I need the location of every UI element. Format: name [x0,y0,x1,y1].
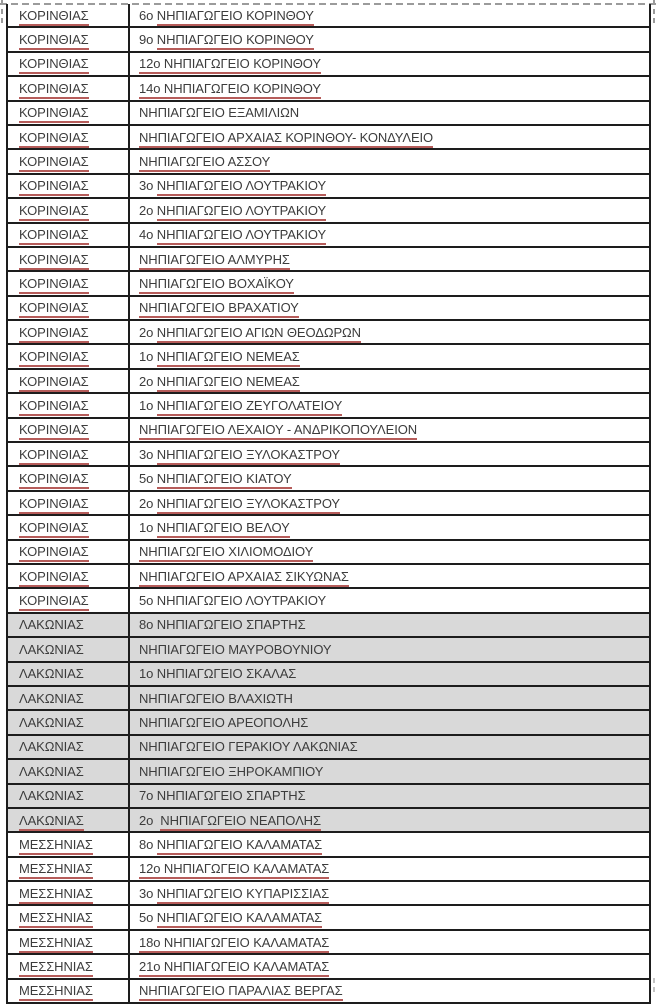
region-label: ΚΟΡΙΝΘΙΑΣ [19,447,89,465]
school-number-prefix: 12ο [139,861,164,879]
table-row [7,735,650,759]
school-cell [129,174,650,198]
school-number-prefix: 3ο [139,446,157,462]
region-label: ΛΑΚΩΝΙΑΣ [19,739,84,755]
region-label: ΛΑΚΩΝΙΑΣ [19,690,84,706]
table-row [7,174,650,198]
school-label: ΝΗΠΙΑΓΩΓΕΙΟ ΧΙΛΙΟΜΟΔΙΟΥ [139,544,313,562]
school-label: ΝΗΠΙΑΓΩΓΕΙΟ ΑΓΙΩΝ ΘΕΟΔΩΡΩΝ [157,325,361,343]
table-row [7,881,650,905]
region-cell [7,52,129,76]
region-cell [7,101,129,125]
region-cell [7,637,129,661]
school-cell [129,808,650,832]
school-label: ΝΗΠΙΑΓΩΓΕΙΟ ΠΑΡΑΛΙΑΣ ΒΕΡΓΑΣ [139,983,343,1001]
region-label: ΛΑΚΩΝΙΑΣ [19,813,84,831]
school-cell [129,223,650,247]
region-label: ΜΕΣΣΗΝΙΑΣ [19,886,93,904]
school-label: ΝΗΠΙΑΓΩΓΕΙΟ ΚΟΡΙΝΘΟΥ [157,8,314,26]
region-cell [7,442,129,466]
table-row [7,759,650,783]
region-cell [7,930,129,954]
region-label: ΚΟΡΙΝΘΙΑΣ [19,203,89,221]
school-cell [129,369,650,393]
table-row [7,198,650,222]
school-number-prefix: 2ο [139,373,157,389]
region-label: ΛΑΚΩΝΙΑΣ [19,641,84,657]
region-cell [7,784,129,808]
table-row [7,784,650,808]
school-label: ΝΗΠΙΑΓΩΓΕΙΟ ΛΟΥΤΡΑΚΙΟΥ [157,178,326,196]
school-label: ΝΗΠΙΑΓΩΓΕΙΟ ΑΣΣΟΥ [139,154,270,172]
page-edge-dash-right [653,0,655,24]
region-cell [7,393,129,417]
school-label: ΝΗΠΙΑΓΩΓΕΙΟ ΚΥΠΑΡΙΣΣΙΑΣ [157,886,329,904]
region-label: ΚΟΡΙΝΘΙΑΣ [19,276,89,294]
school-number-prefix: 1ο [139,349,157,365]
region-label: ΚΟΡΙΝΘΙΑΣ [19,32,89,50]
school-label: ΝΗΠΙΑΓΩΓΕΙΟ ΒΕΛΟΥ [157,520,290,538]
table-row [7,247,650,271]
school-cell [129,125,650,149]
school-label: ΝΗΠΙΑΓΩΓΕΙΟ ΒΟΧΑΪΚΟΥ [139,276,294,294]
region-cell [7,808,129,832]
school-cell [129,979,650,1003]
region-cell [7,76,129,100]
region-label: ΚΟΡΙΝΘΙΑΣ [19,300,89,318]
table-row [7,808,650,832]
region-cell [7,27,129,51]
region-label: ΚΟΡΙΝΘΙΑΣ [19,154,89,172]
table-row [7,515,650,539]
school-label: ΝΗΠΙΑΓΩΓΕΙΟ ΒΡΑΧΑΤΙΟΥ [139,300,299,318]
region-label: ΚΟΡΙΝΘΙΑΣ [19,325,89,343]
school-cell [129,564,650,588]
region-cell [7,247,129,271]
region-label: ΚΟΡΙΝΘΙΑΣ [19,349,89,367]
table-row [7,125,650,149]
school-cell [129,588,650,612]
region-label: ΛΑΚΩΝΙΑΣ [19,715,84,731]
school-number-prefix: 1ο [139,666,157,682]
table-row [7,369,650,393]
region-label: ΚΟΡΙΝΘΙΑΣ [19,471,89,489]
school-cell [129,515,650,539]
table-row [7,320,650,344]
school-cell [129,247,650,271]
school-number-prefix: 1ο [139,397,157,413]
region-cell [7,710,129,734]
school-label: ΝΗΠΙΑΓΩΓΕΙΟ ΑΡΧΑΙΑΣ ΚΟΡΙΝΘΟΥ- ΚΟΝΔΥΛΕΙΟ [139,130,433,148]
school-label: ΝΗΠΙΑΓΩΓΕΙΟ ΝΕΑΠΟΛΗΣ [160,813,321,831]
school-number-prefix: 12ο [139,56,164,74]
region-cell [7,905,129,929]
region-cell [7,491,129,515]
table-row [7,101,650,125]
school-cell [129,881,650,905]
school-label: ΝΗΠΙΑΓΩΓΕΙΟ ΚΑΛΑΜΑΤΑΣ [164,935,329,953]
school-label: ΝΗΠΙΑΓΩΓΕΙΟ ΚΟΡΙΝΘΟΥ [164,81,321,99]
region-cell [7,979,129,1003]
school-cell [129,954,650,978]
region-cell [7,296,129,320]
region-cell [7,149,129,173]
school-cell [129,759,650,783]
school-cell [129,784,650,808]
school-label: ΝΗΠΙΑΓΩΓΕΙΟ ΚΑΛΑΜΑΤΑΣ [157,837,322,855]
region-label: ΚΟΡΙΝΘΙΑΣ [19,593,89,611]
school-label: ΝΗΠΙΑΓΩΓΕΙΟ ΛΟΥΤΡΑΚΙΟΥ [157,203,326,221]
region-label: ΚΟΡΙΝΘΙΑΣ [19,252,89,270]
school-label: ΝΗΠΙΑΓΩΓΕΙΟ ΖΕΥΓΟΛΑΤΕΙΟΥ [157,398,342,416]
school-label: ΝΗΠΙΑΓΩΓΕΙΟ ΛΕΧΑΙΟΥ - ΑΝΔΡΙΚΟΠΟΥΛΕΙΟΝ [139,422,417,440]
school-label: ΝΗΠΙΑΓΩΓΕΙΟ ΣΠΑΡΤΗΣ [156,788,306,804]
school-number-prefix: 5ο [139,471,157,487]
school-label: ΝΗΠΙΑΓΩΓΕΙΟ ΞΗΡΟΚΑΜΠΙΟΥ [139,763,324,779]
region-cell [7,223,129,247]
school-label: ΝΗΠΙΑΓΩΓΕΙΟ ΕΞΑΜΙΛΙΩΝ [139,105,300,121]
school-cell [129,418,650,442]
school-cell [129,466,650,490]
region-label: ΜΕΣΣΗΝΙΑΣ [19,837,93,855]
table-row [7,662,650,686]
table-row [7,930,650,954]
school-table [6,4,651,1004]
school-cell [129,27,650,51]
school-number-prefix: 4ο [139,227,157,243]
region-label: ΛΑΚΩΝΙΑΣ [19,617,84,633]
school-cell [129,344,650,368]
region-label: ΚΟΡΙΝΘΙΑΣ [19,178,89,196]
region-label: ΛΑΚΩΝΙΑΣ [19,763,84,779]
table-row [7,686,650,710]
school-cell [129,101,650,125]
school-number-prefix: 6ο [139,7,157,23]
region-cell [7,515,129,539]
region-cell [7,954,129,978]
school-label: ΝΗΠΙΑΓΩΓΕΙΟ ΣΚΑΛΑΣ [156,666,297,682]
school-cell [129,198,650,222]
school-table-body [7,4,650,1003]
school-label: ΝΗΠΙΑΓΩΓΕΙΟ ΝΕΜΕΑΣ [157,349,300,367]
region-label: ΚΟΡΙΝΘΙΑΣ [19,496,89,514]
table-row [7,832,650,856]
table-row [7,491,650,515]
school-number-prefix: 5ο [139,593,157,609]
region-cell [7,198,129,222]
region-cell [7,540,129,564]
school-label: ΝΗΠΙΑΓΩΓΕΙΟ ΑΡΧΑΙΑΣ ΣΙΚΥΩΝΑΣ [139,569,349,587]
page-edge-dash-right-bottom [653,978,655,996]
school-cell [129,540,650,564]
school-cell [129,710,650,734]
region-label: ΚΟΡΙΝΘΙΑΣ [19,130,89,148]
school-cell [129,393,650,417]
table-row [7,613,650,637]
table-row [7,149,650,173]
region-label: ΛΑΚΩΝΙΑΣ [19,788,84,804]
region-label: ΚΟΡΙΝΘΙΑΣ [19,520,89,538]
school-cell [129,735,650,759]
school-cell [129,905,650,929]
region-cell [7,125,129,149]
school-label: ΝΗΠΙΑΓΩΓΕΙΟ ΒΛΑΧΙΩΤΗ [139,690,293,706]
table-row [7,710,650,734]
school-cell [129,442,650,466]
table-row [7,954,650,978]
region-cell [7,881,129,905]
school-cell [129,76,650,100]
region-label: ΚΟΡΙΝΘΙΑΣ [19,422,89,440]
table-row [7,466,650,490]
school-label: ΝΗΠΙΑΓΩΓΕΙΟ ΚΙΑΤΟΥ [157,471,292,489]
table-row [7,393,650,417]
table-row [7,296,650,320]
school-cell [129,662,650,686]
school-number-prefix: 8ο [139,617,157,633]
region-label: ΚΟΡΙΝΘΙΑΣ [19,8,89,26]
table-row [7,979,650,1003]
school-cell [129,832,650,856]
school-label: ΝΗΠΙΑΓΩΓΕΙΟ ΞΥΛΟΚΑΣΤΡΟΥ [157,447,340,465]
table-row [7,52,650,76]
region-label: ΜΕΣΣΗΝΙΑΣ [19,935,93,953]
school-cell [129,271,650,295]
region-label: ΚΟΡΙΝΘΙΑΣ [19,105,89,123]
school-label: ΝΗΠΙΑΓΩΓΕΙΟ ΛΟΥΤΡΑΚΙΟΥ [157,227,326,245]
table-row [7,4,650,27]
region-cell [7,174,129,198]
school-number-prefix: 2ο [139,202,157,218]
school-number-prefix: 18ο [139,935,164,953]
school-label: ΝΗΠΙΑΓΩΓΕΙΟ ΑΡΕΟΠΟΛΗΣ [139,715,309,731]
school-cell [129,491,650,515]
school-cell [129,857,650,881]
region-cell [7,686,129,710]
school-label: ΝΗΠΙΑΓΩΓΕΙΟ ΚΑΛΑΜΑΤΑΣ [157,910,322,928]
region-label: ΚΟΡΙΝΘΙΑΣ [19,227,89,245]
region-label: ΚΟΡΙΝΘΙΑΣ [19,56,89,74]
school-cell [129,320,650,344]
school-number-prefix: 9ο [139,32,157,48]
school-number-prefix: 3ο [139,885,157,901]
school-label: ΝΗΠΙΑΓΩΓΕΙΟ ΚΟΡΙΝΘΟΥ [164,56,321,74]
region-cell [7,857,129,881]
school-cell [129,52,650,76]
school-number-prefix: 2ο [139,812,161,828]
school-cell [129,4,650,27]
region-label: ΚΟΡΙΝΘΙΑΣ [19,374,89,392]
school-number-prefix: 5ο [139,910,157,926]
school-label: ΝΗΠΙΑΓΩΓΕΙΟ ΑΛΜΥΡΗΣ [139,252,290,270]
school-label: ΝΗΠΙΑΓΩΓΕΙΟ ΚΟΡΙΝΘΟΥ [157,32,314,50]
table-row [7,540,650,564]
school-label: ΝΗΠΙΑΓΩΓΕΙΟ ΛΟΥΤΡΑΚΙΟΥ [156,593,327,609]
school-label: ΝΗΠΙΑΓΩΓΕΙΟ ΣΠΑΡΤΗΣ [156,617,306,633]
region-label: ΚΟΡΙΝΘΙΑΣ [19,569,89,587]
table-row [7,588,650,612]
table-row [7,223,650,247]
region-cell [7,735,129,759]
region-label: ΜΕΣΣΗΝΙΑΣ [19,959,93,977]
region-label: ΚΟΡΙΝΘΙΑΣ [19,544,89,562]
school-label: ΝΗΠΙΑΓΩΓΕΙΟ ΜΑΥΡΟΒΟΥΝΙΟΥ [139,641,332,657]
school-number-prefix: 3ο [139,178,157,194]
school-cell [129,930,650,954]
region-cell [7,4,129,27]
table-row [7,905,650,929]
region-cell [7,564,129,588]
table-row [7,27,650,51]
table-row [7,344,650,368]
region-label: ΚΟΡΙΝΘΙΑΣ [19,398,89,416]
region-cell [7,271,129,295]
school-label: ΝΗΠΙΑΓΩΓΕΙΟ ΚΑΛΑΜΑΤΑΣ [164,861,329,879]
school-number-prefix: 14ο [139,81,164,99]
school-cell [129,686,650,710]
school-number-prefix: 7ο [139,788,157,804]
region-cell [7,344,129,368]
table-row [7,418,650,442]
school-cell [129,296,650,320]
table-row [7,857,650,881]
school-label: ΝΗΠΙΑΓΩΓΕΙΟ ΞΥΛΟΚΑΣΤΡΟΥ [157,496,340,514]
region-label: ΜΕΣΣΗΝΙΑΣ [19,983,93,1001]
school-number-prefix: 21ο [139,959,164,977]
region-label: ΛΑΚΩΝΙΑΣ [19,666,84,682]
region-cell [7,320,129,344]
school-cell [129,149,650,173]
table-row [7,564,650,588]
school-label: ΝΗΠΙΑΓΩΓΕΙΟ ΚΑΛΑΜΑΤΑΣ [164,959,329,977]
region-cell [7,613,129,637]
region-cell [7,662,129,686]
school-number-prefix: 2ο [139,495,157,511]
school-label: ΝΗΠΙΑΓΩΓΕΙΟ ΝΕΜΕΑΣ [157,374,300,392]
school-number-prefix: 1ο [139,519,157,535]
region-label: ΜΕΣΣΗΝΙΑΣ [19,861,93,879]
region-label: ΚΟΡΙΝΘΙΑΣ [19,81,89,99]
table-row [7,637,650,661]
region-label: ΜΕΣΣΗΝΙΑΣ [19,910,93,928]
region-cell [7,369,129,393]
school-number-prefix: 8ο [139,836,157,852]
region-cell [7,418,129,442]
region-cell [7,588,129,612]
school-label: ΝΗΠΙΑΓΩΓΕΙΟ ΓΕΡΑΚΙΟΥ ΛΑΚΩΝΙΑΣ [139,739,358,755]
table-row [7,271,650,295]
page-edge-dash-left [1,0,3,24]
region-cell [7,832,129,856]
school-cell [129,637,650,661]
table-row [7,76,650,100]
region-cell [7,466,129,490]
table-row [7,442,650,466]
school-cell [129,613,650,637]
region-cell [7,759,129,783]
school-number-prefix: 2ο [139,324,157,340]
